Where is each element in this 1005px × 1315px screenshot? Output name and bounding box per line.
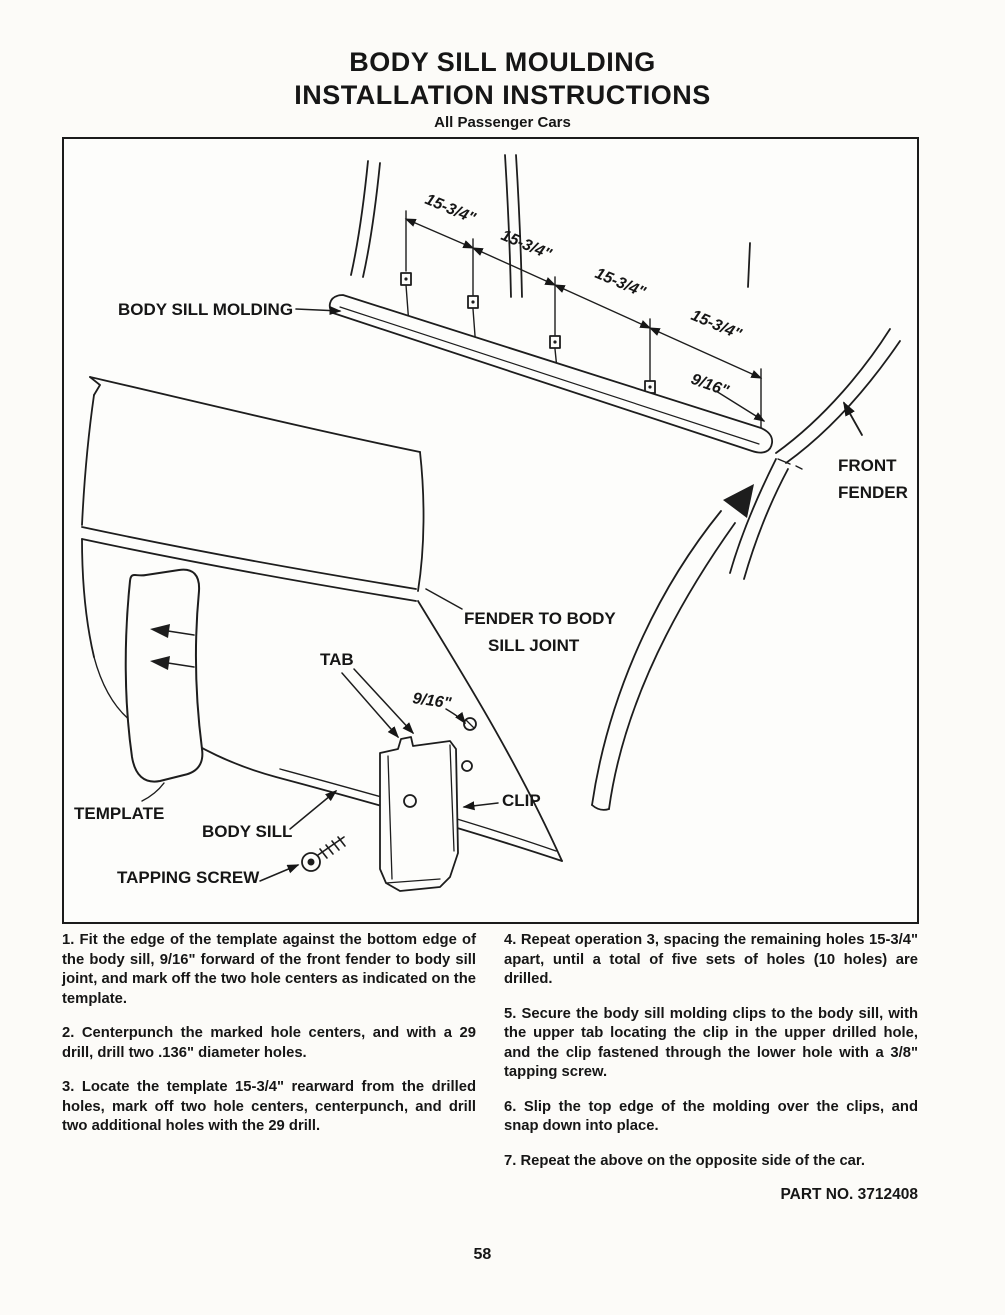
- label-sill-joint: SILL JOINT: [488, 636, 580, 655]
- diagram-frame: [62, 137, 919, 924]
- label-body-sill: BODY SILL: [202, 822, 293, 841]
- instruction-6: 6. Slip the top edge of the molding over the clips, and snap down into place.: [504, 1098, 918, 1135]
- label-fender: FENDER: [838, 483, 908, 502]
- title-block: [0, 46, 1005, 131]
- part-number: PART NO. 3712408: [780, 1186, 918, 1204]
- instruction-3: 3. Locate the template 15-3/4" rearward from the drilled holes, mark off two hole centers, centerpunch, and drill two additional holes with the 29 drill.: [62, 1079, 476, 1135]
- instructions-left-column: [62, 931, 476, 1204]
- dimension-label-2: 15-3/4": [498, 227, 554, 264]
- label-tab: TAB: [320, 650, 354, 669]
- clip-detail: [380, 737, 458, 891]
- template-shape: [126, 570, 203, 801]
- direction-arrow: [592, 484, 754, 810]
- label-body-sill-molding: BODY SILL MOLDING: [118, 300, 294, 319]
- dimension-label-5: 9/16": [688, 370, 731, 401]
- label-clip: CLIP: [502, 791, 541, 810]
- tapping-screw-drawing: [302, 837, 345, 871]
- label-tapping-screw: TAPPING SCREW: [117, 868, 260, 887]
- instruction-4: 4. Repeat operation 3, spacing the remaining holes 15-3/4" apart, until a total of five sets of holes (10 holes) are drilled.: [504, 932, 918, 988]
- instruction-5: 5. Secure the body sill molding clips to the body sill, with the upper tab locating the clip in the upper drilled hole, and the clip fastened through the lower hole with a 3/8" tapping screw.: [504, 1005, 918, 1081]
- label-front: FRONT: [838, 456, 897, 475]
- drilled-holes: [462, 718, 476, 771]
- label-fender-to-body: FENDER TO BODY: [464, 609, 616, 628]
- dimension-label-1: 15-3/4": [422, 191, 478, 228]
- page-subtitle: All Passenger Cars: [434, 113, 571, 131]
- page-title-line2: INSTALLATION INSTRUCTIONS: [294, 79, 711, 110]
- instruction-7: 7. Repeat the above on the opposite side of the car.: [504, 1152, 865, 1169]
- instructions-right-column: [504, 931, 918, 1204]
- page-title-line1: BODY SILL MOULDING: [349, 47, 656, 77]
- label-template: TEMPLATE: [74, 804, 165, 823]
- dimension-label-tab-gap: 9/16": [411, 690, 453, 713]
- diagram-illustration: [64, 139, 916, 921]
- front-fender-lines: [730, 329, 900, 579]
- instruction-2: 2. Centerpunch the marked hole centers, and with a 29 drill, drill two .136" diameter holes.: [62, 1025, 476, 1061]
- instructions-section: [62, 931, 918, 1204]
- instruction-1: 1. Fit the edge of the template against the bottom edge of the body sill, 9/16" forward of the front fender to body sill joint, and mark off the two hole centers as indicated on the template.: [62, 932, 476, 1007]
- dimension-label-4: 15-3/4": [688, 307, 744, 344]
- page-number: 58: [473, 1246, 492, 1263]
- dimension-label-3: 15-3/4": [592, 265, 648, 302]
